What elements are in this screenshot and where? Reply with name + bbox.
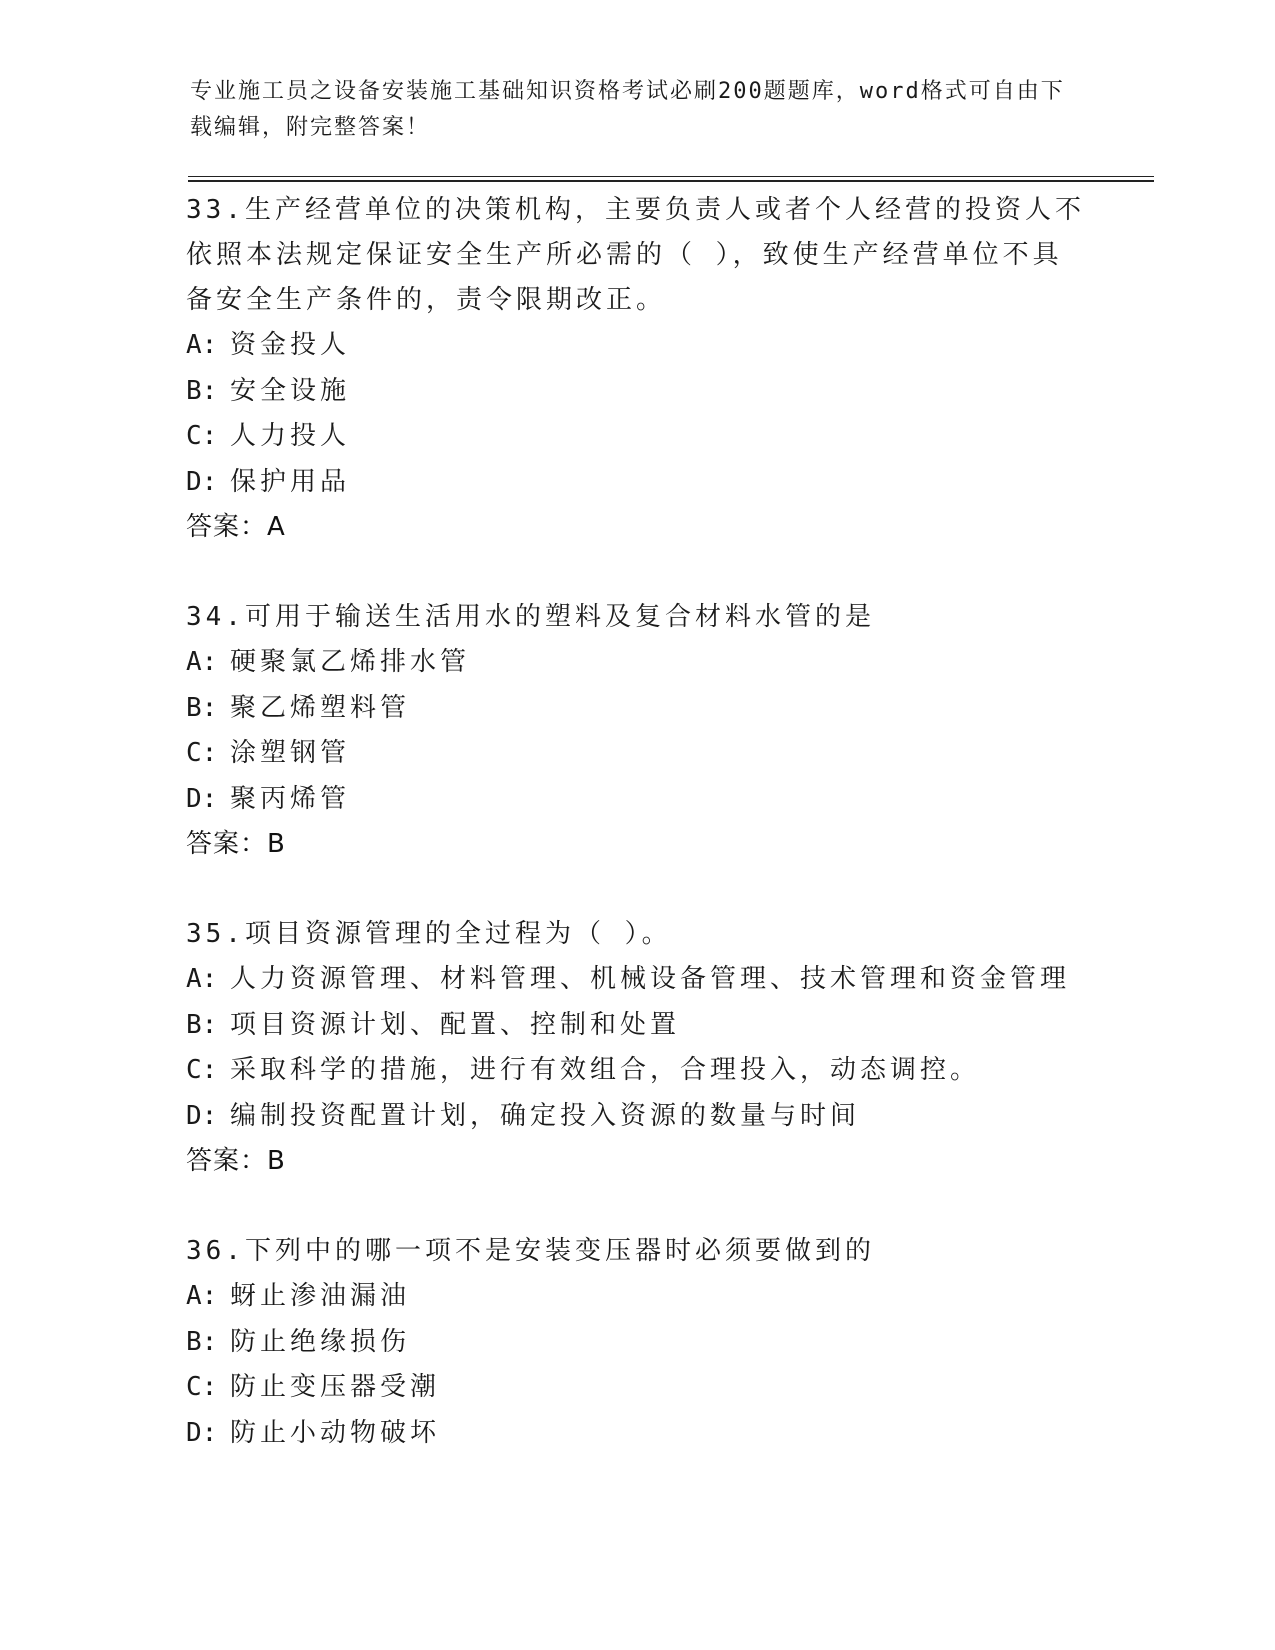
option-c bbox=[186, 414, 1086, 460]
option-letter: A: bbox=[186, 964, 218, 994]
option-letter: D: bbox=[186, 1100, 218, 1131]
option-letter: A: bbox=[186, 1281, 218, 1311]
option-c bbox=[186, 1365, 1086, 1411]
option-letter: D: bbox=[186, 466, 218, 497]
option-text: 聚丙烯管 bbox=[230, 783, 351, 814]
option-letter: B: bbox=[186, 1326, 218, 1357]
option-text: 聚乙烯塑料管 bbox=[230, 692, 411, 723]
question-stem: 36.下列中的哪一项不是安装变压器时必须要做到的 bbox=[186, 1236, 875, 1266]
option-text: 编制投资配置计划，确定投入资源的数量与时间 bbox=[230, 1100, 861, 1131]
option-text: 资金投人 bbox=[230, 330, 351, 360]
question-list bbox=[186, 188, 1086, 1501]
question-35 bbox=[186, 912, 1086, 1184]
option-text: 保护用品 bbox=[230, 466, 351, 497]
header-divider-thick bbox=[188, 180, 1154, 182]
option-a bbox=[186, 323, 1086, 369]
option-a bbox=[186, 640, 1086, 686]
option-letter: B: bbox=[186, 1009, 218, 1040]
answer-line: 答案：A bbox=[186, 512, 286, 542]
option-text: 防止绝缘损伤 bbox=[230, 1326, 411, 1357]
option-c bbox=[186, 731, 1086, 777]
option-b bbox=[186, 1003, 1086, 1049]
option-d bbox=[186, 1411, 1086, 1457]
option-d bbox=[186, 1094, 1086, 1140]
option-c bbox=[186, 1048, 1086, 1094]
option-d bbox=[186, 777, 1086, 823]
option-text: 项目资源计划、配置、控制和处置 bbox=[230, 1009, 681, 1040]
question-34 bbox=[186, 595, 1086, 867]
option-text: 硬聚氯乙烯排水管 bbox=[230, 647, 471, 677]
question-36 bbox=[186, 1229, 1086, 1456]
option-letter: C: bbox=[186, 1055, 218, 1085]
option-letter: C: bbox=[186, 738, 218, 768]
option-a bbox=[186, 957, 1086, 1003]
option-b bbox=[186, 369, 1086, 415]
option-text: 防止变压器受潮 bbox=[230, 1372, 441, 1402]
option-letter: C: bbox=[186, 1372, 218, 1402]
option-letter: A: bbox=[186, 647, 218, 677]
option-text: 防止小动物破坏 bbox=[230, 1417, 441, 1448]
option-letter: D: bbox=[186, 783, 218, 814]
option-text: 人力资源管理、材料管理、机械设备管理、技术管理和资金管理 bbox=[230, 964, 1071, 994]
option-letter: B: bbox=[186, 375, 218, 406]
answer-line: 答案：B bbox=[186, 1146, 286, 1176]
option-a bbox=[186, 1274, 1086, 1320]
question-stem: 33.生产经营单位的决策机构，主要负责人或者个人经营的投资人不依照本法规定保证安全生产所必需的（ ），致使生产经营单位不具备安全生产条件的，责令限期改正。 bbox=[186, 195, 1085, 315]
option-b bbox=[186, 1320, 1086, 1366]
answer-line: 答案：B bbox=[186, 829, 286, 859]
option-text: 人力投人 bbox=[230, 421, 351, 451]
option-d bbox=[186, 460, 1086, 506]
option-text: 安全设施 bbox=[230, 375, 351, 406]
option-letter: D: bbox=[186, 1417, 218, 1448]
option-text: 采取科学的措施，进行有效组合，合理投入，动态调控。 bbox=[230, 1055, 981, 1085]
option-letter: B: bbox=[186, 692, 218, 723]
option-text: 涂塑钢管 bbox=[230, 738, 351, 768]
question-33 bbox=[186, 188, 1086, 550]
question-stem: 35.项目资源管理的全过程为（ ）。 bbox=[186, 919, 672, 949]
option-b bbox=[186, 686, 1086, 732]
option-letter: A: bbox=[186, 330, 218, 360]
option-letter: C: bbox=[186, 421, 218, 451]
question-stem: 34.可用于输送生活用水的塑料及复合材料水管的是 bbox=[186, 602, 875, 632]
document-header: 专业施工员之设备安装施工基础知识资格考试必刷200题题库，word格式可自由下载编辑，附完整答案！ bbox=[190, 79, 1065, 140]
header-divider-thin bbox=[188, 176, 1154, 177]
option-text: 蚜止渗油漏油 bbox=[230, 1281, 411, 1311]
